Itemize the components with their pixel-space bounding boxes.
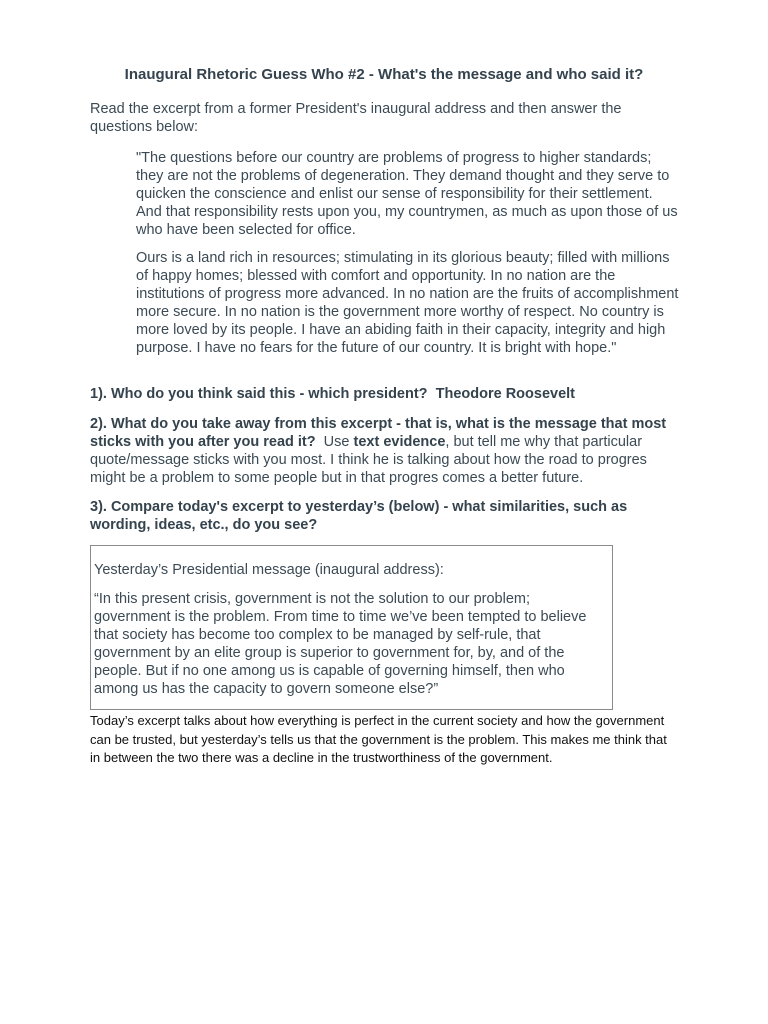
- yesterday-message-title: Yesterday’s Presidential message (inaugural address):: [94, 562, 444, 578]
- question-2-use: Use: [323, 434, 350, 450]
- page-title: Inaugural Rhetoric Guess Who #2 - What's the message and who said it?: [124, 66, 644, 83]
- question-1-text: 1). Who do you think said this - which president?: [90, 386, 428, 402]
- question-2-text-evidence: text evidence: [353, 434, 446, 450]
- yesterday-message-quote: “In this present crisis, government is not the solution to our problem; government is the problem. From time to time we’ve been tempted to believe that society has become too complex to be managed by self-rule, that government by an elite group is superior to government for, by, and of the people. But if no one among us is capable of governing himself, then who among us has the capacity to govern someone else?”: [94, 591, 587, 697]
- excerpt-paragraph-1: "The questions before our country are problems of progress to higher standards; they are not the problems of degeneration. They demand thought and they serve to quicken the conscience and enlist our sense of responsibility for their settlement. And that responsibility rests upon you, my countrymen, as much as upon those of us who have been selected for office.: [136, 150, 678, 238]
- intro-text: Read the excerpt from a former President's inaugural address and then answer the questions below:: [90, 101, 622, 135]
- yesterday-message-box: [90, 545, 613, 710]
- question-1-answer: Theodore Roosevelt: [435, 386, 575, 402]
- question-2-text: 2). What do you take away from this excerpt - that is, what is the message that most sticks with you after you read it?: [90, 416, 667, 450]
- question-2-answer: , but tell me why that particular quote/message sticks with you most. I think he is talking about how the road to progres might be a problem to some people but in that progres comes a better future.: [90, 434, 647, 486]
- question-3: [90, 498, 685, 534]
- question-2: [90, 415, 685, 487]
- question-3-answer: Today’s excerpt talks about how everything is perfect in the current society and how the government can be trusted, but yesterday’s tells us that the government is the problem. This makes me think that in between the two there was a decline in the trustworthiness of the government.: [90, 713, 667, 765]
- question-3-text: 3). Compare today's excerpt to yesterday’s (below) - what similarities, such as wording, ideas, etc., do you see?: [90, 499, 628, 533]
- excerpt-paragraph-2: Ours is a land rich in resources; stimulating in its glorious beauty; filled with millions of happy homes; blessed with comfort and opportunity. In no nation are the institutions of progress more advanced. In no nation are the fruits of accomplishment more secure. In no nation is the government more worthy of respect. No country is more loved by its people. I have an abiding faith in their capacity, integrity and high purpose. I have no fears for the future of our country. It is bright with hope.": [136, 250, 679, 356]
- question-1: [90, 385, 685, 403]
